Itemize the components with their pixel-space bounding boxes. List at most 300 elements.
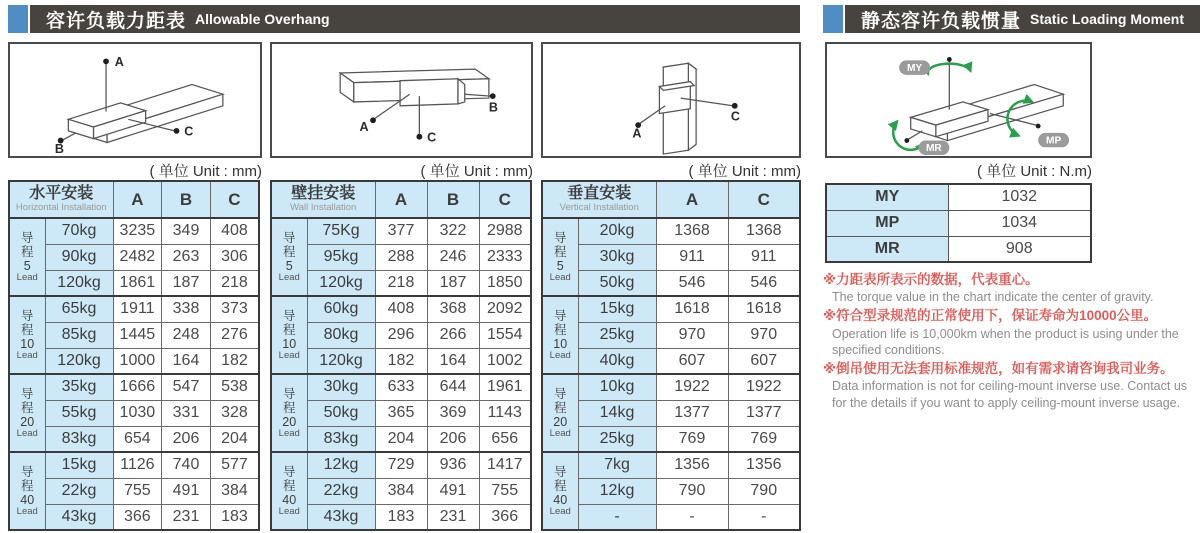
point-c-label: C <box>427 130 437 145</box>
value-cell: 206 <box>162 426 211 452</box>
value-cell: 755 <box>479 478 531 504</box>
table-row <box>9 478 259 504</box>
lead-group-cell <box>271 296 307 374</box>
value-cell: 1356 <box>656 452 728 478</box>
load-cell: 30kg <box>578 244 656 270</box>
lead-en: Lead <box>549 427 571 439</box>
value-cell: 182 <box>210 348 259 374</box>
value-cell: 377 <box>375 218 427 244</box>
table-row <box>542 426 800 452</box>
table-vertical-installation <box>541 180 801 531</box>
section-title-static-loading-moment <box>845 5 1200 33</box>
table-row <box>542 296 800 322</box>
value-cell: 607 <box>728 348 800 374</box>
point-a-label: A <box>632 126 642 141</box>
moment-value: 908 <box>948 236 1091 262</box>
table-row <box>271 244 531 270</box>
lead-group-cell <box>542 218 578 296</box>
moment-row <box>826 210 1091 236</box>
value-cell: 2988 <box>479 218 531 244</box>
lead-number: 10 <box>553 336 568 351</box>
value-cell: 607 <box>656 348 728 374</box>
value-cell: 218 <box>210 270 259 296</box>
lead-group-cell <box>271 218 307 296</box>
table-header-row <box>9 181 259 218</box>
table-row <box>542 504 800 530</box>
load-cell: 43kg <box>45 504 113 530</box>
moment-value: 1032 <box>948 184 1091 210</box>
value-cell: 911 <box>656 244 728 270</box>
table-row <box>542 374 800 400</box>
value-cell: 1922 <box>728 374 800 400</box>
table-row <box>271 348 531 374</box>
note-zh: ※符合型录规范的正常使用下，保证寿命为10000公里。 <box>823 308 1158 324</box>
table-row <box>9 426 259 452</box>
table-title-cell <box>271 181 375 218</box>
table-header-row <box>271 181 531 218</box>
lead-char: 导 <box>282 464 296 479</box>
load-cell: 120kg <box>307 270 375 296</box>
note-zh: ※力距表所表示的数据，代表重心。 <box>823 272 1039 287</box>
moment-label: MY <box>826 184 948 210</box>
lead-char: 导 <box>282 230 296 245</box>
table-header-row <box>542 181 800 218</box>
moment-my-badge: MY <box>906 63 923 75</box>
value-cell: 755 <box>113 478 162 504</box>
moment-row <box>826 236 1091 262</box>
value-cell: - <box>728 504 800 530</box>
value-cell: 187 <box>427 270 479 296</box>
load-cell: 15kg <box>578 296 656 322</box>
section-title-zh: 容许负载力距表 <box>46 10 187 32</box>
value-cell: 911 <box>728 244 800 270</box>
value-cell: 769 <box>656 426 728 452</box>
value-cell: 204 <box>210 426 259 452</box>
lead-number: 40 <box>282 492 297 507</box>
lead-en: Lead <box>16 349 38 361</box>
load-cell: 50kg <box>307 400 375 426</box>
value-cell: 1961 <box>479 374 531 400</box>
table-row <box>9 270 259 296</box>
value-cell: 218 <box>375 270 427 296</box>
lead-char: 导 <box>553 386 567 401</box>
value-cell: 182 <box>375 348 427 374</box>
table-row <box>271 426 531 452</box>
column-header-c: C <box>479 181 531 218</box>
table-row <box>271 270 531 296</box>
value-cell: 538 <box>210 374 259 400</box>
value-cell: 328 <box>210 400 259 426</box>
column-header-a: A <box>375 181 427 218</box>
table-row <box>9 400 259 426</box>
load-cell: 20kg <box>578 218 656 244</box>
value-cell: 633 <box>375 374 427 400</box>
table-row <box>542 478 800 504</box>
diagram-static-loading-moment <box>825 42 1092 158</box>
table-row <box>542 218 800 244</box>
note-en: The torque value in the chart indicate the center of gravity. <box>832 290 1154 305</box>
vertical-rail-illustration <box>543 44 799 156</box>
value-cell: 656 <box>479 426 531 452</box>
load-cell: 83kg <box>307 426 375 452</box>
lead-char: 程 <box>20 478 34 493</box>
value-cell: 740 <box>162 452 211 478</box>
column-header-a: A <box>656 181 728 218</box>
value-cell: 790 <box>728 478 800 504</box>
value-cell: 204 <box>375 426 427 452</box>
lead-char: 导 <box>553 308 567 323</box>
point-b-label: B <box>54 142 64 156</box>
load-cell: 90kg <box>45 244 113 270</box>
value-cell: 288 <box>375 244 427 270</box>
load-cell: 15kg <box>45 452 113 478</box>
value-cell: 266 <box>427 322 479 348</box>
lead-number: 10 <box>20 336 35 351</box>
value-cell: 790 <box>656 478 728 504</box>
table-horizontal-installation <box>8 180 260 531</box>
moment-rail-illustration <box>827 44 1090 156</box>
unit-label-vertical: ( 单位 Unit : mm) <box>688 163 801 180</box>
value-cell: 1850 <box>479 270 531 296</box>
table-row <box>542 244 800 270</box>
value-cell: 577 <box>210 452 259 478</box>
lead-char: 程 <box>282 478 296 493</box>
moment-value: 1034 <box>948 210 1091 236</box>
table-row <box>542 400 800 426</box>
note-item <box>823 360 1195 411</box>
load-cell: 65kg <box>45 296 113 322</box>
lead-group-cell <box>542 296 578 374</box>
lead-char: 程 <box>553 244 567 259</box>
lead-en: Lead <box>549 505 571 517</box>
lead-en: Lead <box>549 271 571 283</box>
value-cell: 368 <box>427 296 479 322</box>
section-title-zh: 静态容许负载惯量 <box>861 10 1022 32</box>
unit-label-wall: ( 单位 Unit : mm) <box>420 163 533 180</box>
value-cell: 1618 <box>728 296 800 322</box>
load-cell: 120kg <box>45 270 113 296</box>
lead-char: 程 <box>553 478 567 493</box>
value-cell: 1030 <box>113 400 162 426</box>
value-cell: 547 <box>162 374 211 400</box>
note-en: Data information is not for ceiling-mount inverse use. Contact us for the details if you want to apply ceiling-mount inverse usage. <box>832 379 1188 410</box>
table-row <box>271 296 531 322</box>
table-row <box>271 218 531 244</box>
lead-number: 5 <box>23 258 31 273</box>
section-title-en: Allowable Overhang <box>195 11 330 27</box>
value-cell: 183 <box>375 504 427 530</box>
value-cell: 306 <box>210 244 259 270</box>
value-cell: 164 <box>427 348 479 374</box>
lead-char: 程 <box>282 322 296 337</box>
value-cell: 1143 <box>479 400 531 426</box>
value-cell: 3235 <box>113 218 162 244</box>
moment-label: MP <box>826 210 948 236</box>
load-cell: 12kg <box>578 478 656 504</box>
table-title-zh: 壁挂安装 <box>291 185 356 203</box>
lead-group-cell <box>542 374 578 452</box>
value-cell: 231 <box>427 504 479 530</box>
table-title-cell <box>9 181 113 218</box>
horizontal-rail-illustration <box>10 44 260 156</box>
value-cell: 1126 <box>113 452 162 478</box>
value-cell: 970 <box>728 322 800 348</box>
load-cell: - <box>578 504 656 530</box>
value-cell: 276 <box>210 322 259 348</box>
value-cell: 231 <box>162 504 211 530</box>
value-cell: 384 <box>210 478 259 504</box>
load-cell: 95kg <box>307 244 375 270</box>
value-cell: 365 <box>375 400 427 426</box>
lead-char: 导 <box>553 464 567 479</box>
load-cell: 60kg <box>307 296 375 322</box>
static-moment-table <box>825 183 1092 263</box>
load-cell: 10kg <box>578 374 656 400</box>
column-header-b: B <box>427 181 479 218</box>
load-cell: 7kg <box>578 452 656 478</box>
value-cell: 1377 <box>656 400 728 426</box>
lead-char: 程 <box>20 244 34 259</box>
lead-number: 40 <box>20 492 35 507</box>
table-title-zh: 垂直安装 <box>567 185 632 203</box>
lead-char: 程 <box>553 400 567 415</box>
table-row <box>542 270 800 296</box>
value-cell: 1554 <box>479 322 531 348</box>
accent-square-left <box>8 5 28 33</box>
section-title-en: Static Loading Moment <box>1030 11 1185 27</box>
load-cell: 25kg <box>578 426 656 452</box>
lead-group-cell <box>9 296 45 374</box>
wall-rail-illustration <box>272 44 531 156</box>
lead-char: 程 <box>20 400 34 415</box>
value-cell: 322 <box>427 218 479 244</box>
value-cell: 1861 <box>113 270 162 296</box>
value-cell: 1445 <box>113 322 162 348</box>
value-cell: 644 <box>427 374 479 400</box>
note-en: Operation life is 10,000km when the product is using under the specified conditions. <box>832 326 1179 357</box>
note-item <box>823 307 1195 358</box>
diagram-vertical-installation <box>541 42 801 158</box>
table-row <box>271 478 531 504</box>
lead-char: 导 <box>20 230 34 245</box>
lead-number: 5 <box>285 258 293 273</box>
point-b-label: B <box>488 100 498 115</box>
value-cell: 1618 <box>656 296 728 322</box>
lead-en: Lead <box>278 349 300 361</box>
table-row <box>9 296 259 322</box>
value-cell: 1377 <box>728 400 800 426</box>
load-cell: 75Kg <box>307 218 375 244</box>
value-cell: 384 <box>375 478 427 504</box>
value-cell: - <box>656 504 728 530</box>
lead-en: Lead <box>16 505 38 517</box>
table-row <box>9 504 259 530</box>
lead-char: 导 <box>20 386 34 401</box>
load-cell: 120kg <box>45 348 113 374</box>
value-cell: 373 <box>210 296 259 322</box>
moment-label: MR <box>826 236 948 262</box>
load-cell: 12kg <box>307 452 375 478</box>
value-cell: 1417 <box>479 452 531 478</box>
value-cell: 296 <box>375 322 427 348</box>
load-cell: 83kg <box>45 426 113 452</box>
lead-group-cell <box>271 374 307 452</box>
value-cell: 970 <box>656 322 728 348</box>
value-cell: 729 <box>375 452 427 478</box>
lead-group-cell <box>271 452 307 530</box>
table-row <box>9 374 259 400</box>
lead-char: 导 <box>553 230 567 245</box>
note-item <box>823 271 1195 305</box>
section-title-allowable-overhang <box>30 5 800 33</box>
value-cell: 654 <box>113 426 162 452</box>
load-cell: 50kg <box>578 270 656 296</box>
load-cell: 43kg <box>307 504 375 530</box>
table-title-cell <box>542 181 656 218</box>
diagram-horizontal-installation <box>8 42 262 158</box>
lead-char: 程 <box>20 322 34 337</box>
lead-group-cell <box>9 218 45 296</box>
value-cell: 349 <box>162 218 211 244</box>
moment-mr-badge: MR <box>926 143 942 155</box>
value-cell: 369 <box>427 400 479 426</box>
value-cell: 408 <box>375 296 427 322</box>
load-cell: 22kg <box>45 478 113 504</box>
load-cell: 55kg <box>45 400 113 426</box>
value-cell: 1922 <box>656 374 728 400</box>
value-cell: 164 <box>162 348 211 374</box>
point-a-label: A <box>114 55 124 70</box>
value-cell: 546 <box>728 270 800 296</box>
value-cell: 2092 <box>479 296 531 322</box>
column-header-a: A <box>113 181 162 218</box>
moment-mp-badge: MP <box>1046 135 1062 147</box>
column-header-b: B <box>162 181 211 218</box>
moment-row <box>826 184 1091 210</box>
column-header-c: C <box>728 181 800 218</box>
lead-group-cell <box>9 452 45 530</box>
lead-char: 程 <box>282 244 296 259</box>
value-cell: 206 <box>427 426 479 452</box>
table-title-en: Vertical Installation <box>559 202 639 214</box>
lead-group-cell <box>9 374 45 452</box>
lead-number: 40 <box>553 492 568 507</box>
table-row <box>9 244 259 270</box>
load-cell: 85kg <box>45 322 113 348</box>
value-cell: 263 <box>162 244 211 270</box>
lead-char: 程 <box>282 400 296 415</box>
accent-square-right <box>823 5 843 33</box>
value-cell: 408 <box>210 218 259 244</box>
diagram-wall-installation <box>270 42 533 158</box>
lead-char: 程 <box>553 322 567 337</box>
notes <box>823 271 1195 413</box>
load-cell: 70kg <box>45 218 113 244</box>
table-row <box>9 218 259 244</box>
lead-en: Lead <box>278 505 300 517</box>
value-cell: 936 <box>427 452 479 478</box>
value-cell: 491 <box>427 478 479 504</box>
value-cell: 546 <box>656 270 728 296</box>
lead-number: 20 <box>282 414 297 429</box>
lead-char: 导 <box>20 308 34 323</box>
value-cell: 2333 <box>479 244 531 270</box>
lead-number: 5 <box>556 258 564 273</box>
value-cell: 1002 <box>479 348 531 374</box>
value-cell: 1666 <box>113 374 162 400</box>
table-row <box>9 322 259 348</box>
unit-label-moment: ( 单位 Unit : N.m) <box>977 163 1092 180</box>
table-row <box>542 348 800 374</box>
value-cell: 491 <box>162 478 211 504</box>
load-cell: 30kg <box>307 374 375 400</box>
table-title-zh: 水平安装 <box>29 185 94 203</box>
lead-number: 10 <box>282 336 297 351</box>
table-row <box>542 452 800 478</box>
note-zh: ※倒吊使用无法套用标准规范，如有需求请咨询我司业务。 <box>823 361 1174 377</box>
lead-char: 导 <box>282 386 296 401</box>
unit-label-horizontal: ( 单位 Unit : mm) <box>149 163 262 180</box>
lead-char: 导 <box>282 308 296 323</box>
value-cell: 366 <box>479 504 531 530</box>
lead-en: Lead <box>16 271 38 283</box>
table-row <box>271 400 531 426</box>
load-cell: 35kg <box>45 374 113 400</box>
load-cell: 40kg <box>578 348 656 374</box>
point-c-label: C <box>730 109 740 124</box>
table-row <box>9 348 259 374</box>
load-cell: 22kg <box>307 478 375 504</box>
table-row <box>271 452 531 478</box>
lead-en: Lead <box>278 427 300 439</box>
value-cell: 183 <box>210 504 259 530</box>
value-cell: 2482 <box>113 244 162 270</box>
table-title-en: Horizontal Installation <box>15 202 107 214</box>
table-row <box>542 322 800 348</box>
lead-number: 20 <box>20 414 35 429</box>
lead-number: 20 <box>553 414 568 429</box>
lead-char: 导 <box>20 464 34 479</box>
lead-group-cell <box>542 452 578 530</box>
value-cell: 1368 <box>728 218 800 244</box>
column-header-c: C <box>210 181 259 218</box>
static-moment-body <box>826 184 1091 262</box>
value-cell: 187 <box>162 270 211 296</box>
value-cell: 331 <box>162 400 211 426</box>
point-a-label: A <box>359 119 369 134</box>
table-wall-installation <box>270 180 532 531</box>
load-cell: 14kg <box>578 400 656 426</box>
value-cell: 248 <box>162 322 211 348</box>
lead-en: Lead <box>278 271 300 283</box>
point-c-label: C <box>184 124 194 139</box>
value-cell: 366 <box>113 504 162 530</box>
value-cell: 1911 <box>113 296 162 322</box>
value-cell: 338 <box>162 296 211 322</box>
value-cell: 1356 <box>728 452 800 478</box>
load-cell: 25kg <box>578 322 656 348</box>
value-cell: 769 <box>728 426 800 452</box>
table-row <box>9 452 259 478</box>
lead-en: Lead <box>16 427 38 439</box>
load-cell: 80kg <box>307 322 375 348</box>
table-title-en: Wall Installation <box>290 202 357 214</box>
value-cell: 1368 <box>656 218 728 244</box>
table-row <box>271 504 531 530</box>
lead-en: Lead <box>549 349 571 361</box>
value-cell: 246 <box>427 244 479 270</box>
load-cell: 120kg <box>307 348 375 374</box>
